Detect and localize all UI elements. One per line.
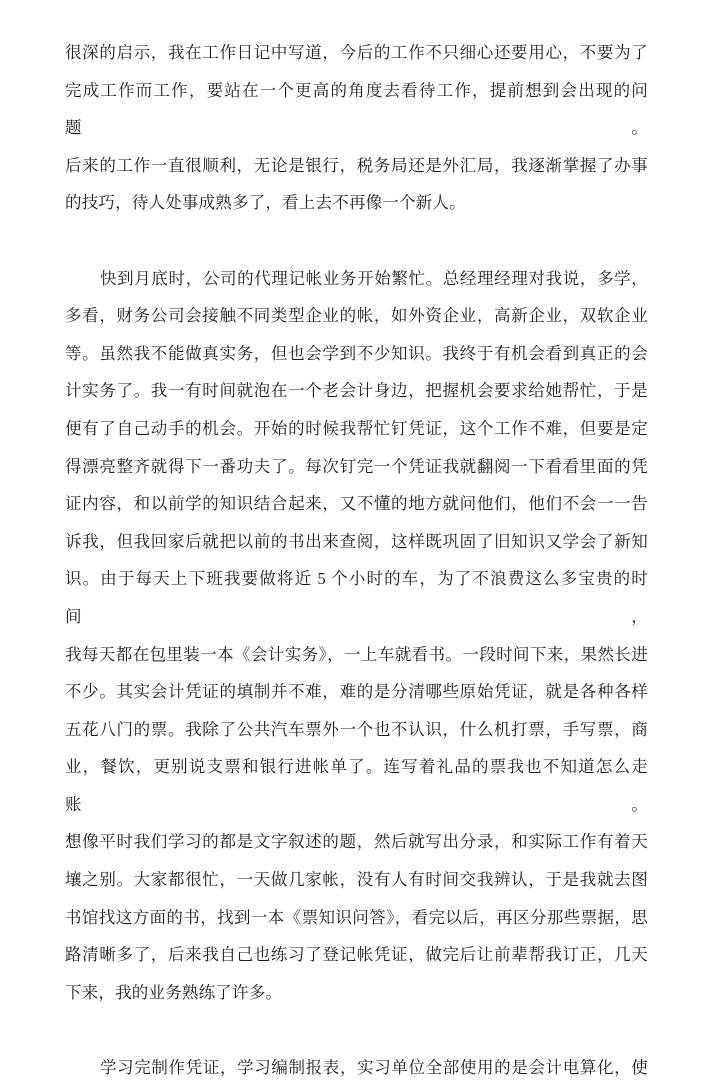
text-line: 的技巧，待人处事成熟多了，看上去不再像一个新人。 bbox=[65, 193, 466, 213]
text-line: 后来的工作一直很顺利，无论是银行，税务局还是外汇局，我逐渐掌握了办事 bbox=[65, 155, 648, 175]
text-line: 多看，财务公司会接触不同类型企业的帐，如外资企业，高新企业，双软企业 bbox=[65, 306, 648, 326]
text-line: 业，餐饮，更别说支票和银行进帐单了。连写着礼品的票我也不知道怎么走账。 bbox=[65, 757, 648, 814]
text-line: 很深的启示，我在工作日记中写道，今后的工作不只细心还要用心，不要为了 bbox=[65, 43, 648, 62]
text-line: 便有了自己动手的机会。开始的时候我帮忙钉凭证，这个工作不难，但要是定 bbox=[65, 418, 648, 438]
paragraph-1 bbox=[65, 34, 648, 222]
text-line: 不少。其实会计凭证的填制并不难，难的是分清哪些原始凭证，就是各种各样 bbox=[65, 682, 648, 702]
text-line: 得漂亮整齐就得下一番功夫了。每次钉完一个凭证我就翻阅一下看看里面的凭 bbox=[65, 456, 648, 476]
text-line: 完成工作而工作，要站在一个更高的角度去看待工作，提前想到会出现的问题。 bbox=[65, 80, 648, 138]
text-line: 五花八门的票。我除了公共汽车票外一个也不认识，什么机打票，手写票，商 bbox=[65, 719, 648, 739]
text-line: 识。由于每天上下班我要做将近 5 个小时的车，为了不浪费这么多宝贵的时间， bbox=[65, 569, 648, 626]
text-line: 我每天都在包里装一本《会计实务》，一上车就看书。一段时间下来，果然长进 bbox=[65, 644, 648, 664]
text-line: 路清晰多了，后来我自己也练习了登记帐凭证，做完后让前辈帮我订正，几天 bbox=[65, 945, 648, 965]
text-line: 证内容，和以前学的知识结合起来，又不懂的地方就问他们，他们不会一一告 bbox=[65, 494, 648, 514]
text-line: 计实务了。我一有时间就泡在一个老会计身边，把握机会要求给她帮忙，于是 bbox=[65, 381, 648, 401]
text-line: 等。虽然我不能做真实务，但也会学到不少知识。我终于有机会看到真正的会 bbox=[65, 343, 648, 363]
paragraph-2 bbox=[65, 260, 648, 1012]
text-line: 书馆找这方面的书，找到一本《票知识问答》，看完以后，再区分那些票据，思 bbox=[65, 907, 648, 927]
text-line: 下来，我的业务熟练了许多。 bbox=[65, 982, 283, 1002]
text-line: 诉我，但我回家后就把以前的书出来查阅，这样既巩固了旧知识又学会了新知 bbox=[65, 531, 648, 551]
text-line: 快到月底时，公司的代理记帐业务开始繁忙。总经理经理对我说，多学， bbox=[100, 268, 648, 288]
text-line: 壤之别。大家都很忙，一天做几家帐，没有人有时间交我辨认，于是我就去图 bbox=[65, 870, 648, 890]
document-body bbox=[65, 34, 648, 1087]
paragraph-3 bbox=[65, 1049, 648, 1087]
text-line: 学习完制作凭证，学习编制报表，实习单位全部使用的是会计电算化，使 bbox=[100, 1058, 648, 1078]
text-line: 想像平时我们学习的都是文字叙述的题，然后就写出分录，和实际工作有着天 bbox=[65, 832, 648, 852]
